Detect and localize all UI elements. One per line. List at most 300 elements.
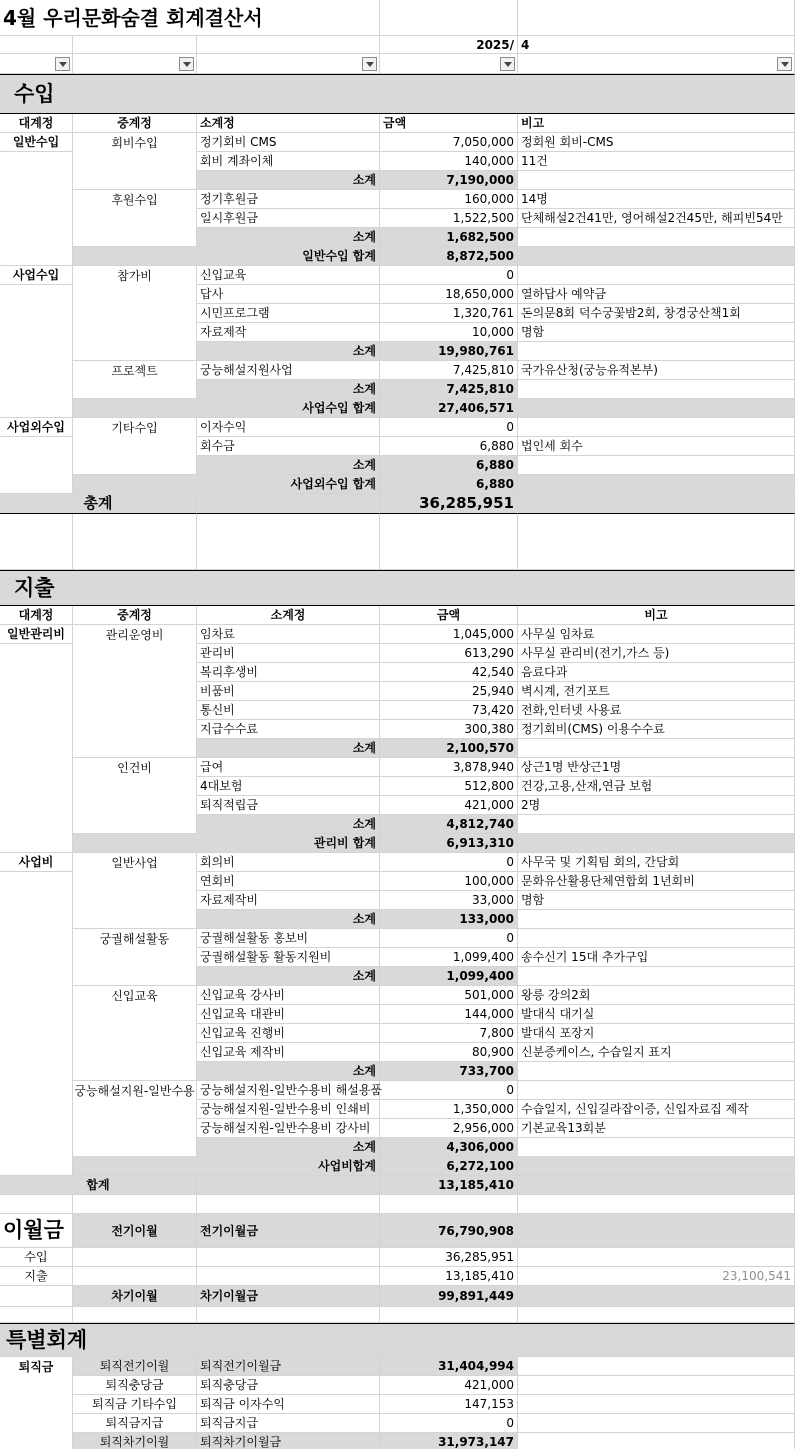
item-account-cell: 시민프로그램	[197, 304, 380, 323]
subtotal-value: 4,306,000	[380, 1138, 518, 1157]
data-row	[0, 133, 795, 152]
main-account-cell	[0, 929, 73, 948]
sub-account-cell	[73, 171, 197, 190]
data-row	[0, 682, 795, 701]
sub-account-cell	[73, 456, 197, 475]
sub-account-cell: 퇴직금 기타수입	[73, 1395, 197, 1414]
carryover-heading: 이월금	[0, 1214, 73, 1248]
group-total-row	[0, 475, 795, 494]
filter-header-cell[interactable]	[380, 54, 518, 74]
item-account-cell: 회의비	[197, 853, 380, 872]
empty-cell	[380, 514, 518, 570]
sub-account-cell: 궁능해설지원-일반수용	[73, 1081, 197, 1100]
subtotal-value: 6,880	[380, 456, 518, 475]
amount-cell: 18,650,000	[380, 285, 518, 304]
main-account-cell	[0, 1376, 73, 1395]
note-cell	[518, 1376, 795, 1395]
subtotal-row	[0, 739, 795, 758]
note-cell: 사무실 관리비(전기,가스 등)	[518, 644, 795, 663]
carryover-last-row	[0, 1286, 795, 1307]
note-cell: 정회원 회비-CMS	[518, 133, 795, 152]
amount-cell: 0	[380, 1414, 518, 1433]
main-account-cell	[0, 1414, 73, 1433]
main-account-cell	[0, 1138, 73, 1157]
note-cell	[518, 910, 795, 929]
amount-cell: 36,285,951	[380, 1248, 518, 1267]
note-cell: 정기회비(CMS) 이용수수료	[518, 720, 795, 739]
sub-account-cell	[73, 1119, 197, 1138]
main-account-cell	[0, 1005, 73, 1024]
amount-cell: 144,000	[380, 1005, 518, 1024]
note-cell: 명함	[518, 323, 795, 342]
amount-cell: 512,800	[380, 777, 518, 796]
note-cell: 전화,인터넷 사용료	[518, 701, 795, 720]
sub-account-cell	[73, 663, 197, 682]
subtotal-label: 소계	[197, 739, 380, 758]
main-account-cell	[0, 739, 73, 758]
item-account-cell: 관리비	[197, 644, 380, 663]
note-cell	[518, 342, 795, 361]
note-cell: 국가유산청(궁능유적본부)	[518, 361, 795, 380]
main-account-cell: 사업수입	[0, 266, 73, 285]
item-account-cell: 통신비	[197, 701, 380, 720]
data-row	[0, 853, 795, 872]
note-cell	[518, 171, 795, 190]
amount-cell: 1,350,000	[380, 1100, 518, 1119]
note-cell: 14명	[518, 190, 795, 209]
empty-cell	[0, 514, 73, 570]
main-account-cell	[0, 872, 73, 891]
note-cell	[518, 1395, 795, 1414]
note-cell	[518, 1062, 795, 1081]
sub-account-cell: 퇴직전기이월	[73, 1357, 197, 1376]
sub-account-cell: 회비수입	[73, 133, 197, 152]
sub-account-cell: 관리운영비	[73, 625, 197, 644]
main-account-cell	[0, 796, 73, 815]
data-row	[0, 1024, 795, 1043]
income-total-value: 36,285,951	[380, 494, 518, 514]
data-row	[0, 418, 795, 437]
amount-cell: 1,320,761	[380, 304, 518, 323]
data-row	[0, 777, 795, 796]
amount-cell: 0	[380, 853, 518, 872]
amount-cell: 0	[380, 929, 518, 948]
item-account-cell: 차기이월금	[197, 1286, 380, 1307]
empty-cell	[197, 36, 380, 54]
empty-cell	[0, 36, 73, 54]
group-total-value: 6,913,310	[380, 834, 518, 853]
note-cell	[518, 399, 795, 418]
empty-cell	[73, 1195, 197, 1214]
item-account-cell: 이자수익	[197, 418, 380, 437]
main-account-cell	[0, 209, 73, 228]
blank-row	[0, 514, 795, 570]
note-cell	[518, 475, 795, 494]
item-account-cell: 퇴직금지급	[197, 1414, 380, 1433]
sub-account-cell: 퇴직차기이월	[73, 1433, 197, 1449]
filter-header-cell[interactable]	[73, 54, 197, 74]
income-column-header-row	[0, 114, 795, 133]
data-row	[0, 644, 795, 663]
sub-account-cell: 후원수입	[73, 190, 197, 209]
item-account-cell	[197, 1267, 380, 1286]
main-account-cell	[0, 1024, 73, 1043]
note-cell	[518, 1414, 795, 1433]
item-account-cell: 연회비	[197, 872, 380, 891]
expense-column-header-row	[0, 606, 795, 625]
subtotal-value: 133,000	[380, 910, 518, 929]
sub-account-cell	[73, 1138, 197, 1157]
note-cell	[518, 418, 795, 437]
empty-cell	[197, 1195, 380, 1214]
item-account-cell: 신입교육 강사비	[197, 986, 380, 1005]
item-account-cell: 퇴직전기이월금	[197, 1357, 380, 1376]
empty-cell	[197, 1307, 380, 1323]
note-cell: 신분증케이스, 수습일지 표지	[518, 1043, 795, 1062]
sub-account-cell: 참가비	[73, 266, 197, 285]
item-account-cell: 궁궐해설활동 홍보비	[197, 929, 380, 948]
note-cell	[518, 739, 795, 758]
filter-dropdown-icon[interactable]	[55, 57, 70, 71]
data-row	[0, 796, 795, 815]
amount-cell: 99,891,449	[380, 1286, 518, 1307]
subtotal-row	[0, 228, 795, 247]
main-account-cell	[0, 475, 73, 494]
subtotal-value: 7,425,810	[380, 380, 518, 399]
special-row	[0, 1433, 795, 1449]
data-row	[0, 929, 795, 948]
subtotal-label: 소계	[197, 171, 380, 190]
amount-cell: 7,800	[380, 1024, 518, 1043]
sub-account-cell	[73, 815, 197, 834]
group-total-row	[0, 834, 795, 853]
sub-account-cell	[73, 285, 197, 304]
amount-cell: 42,540	[380, 663, 518, 682]
data-row	[0, 720, 795, 739]
filter-row	[0, 54, 795, 74]
expense-total-label: 합계	[0, 1176, 197, 1195]
empty-cell	[518, 1307, 795, 1323]
filter-dropdown-icon[interactable]	[777, 57, 792, 71]
main-account-cell	[0, 228, 73, 247]
filter-dropdown-icon[interactable]	[179, 57, 194, 71]
empty-cell	[518, 494, 795, 514]
note-cell	[518, 380, 795, 399]
note-cell	[518, 929, 795, 948]
item-account-cell: 정기회비 CMS	[197, 133, 380, 152]
item-account-cell: 퇴직충당금	[197, 1376, 380, 1395]
item-account-cell: 답사	[197, 285, 380, 304]
note-cell: 돈의문8회 덕수궁꽃밤2회, 창경궁산책1회	[518, 304, 795, 323]
main-account-cell	[0, 304, 73, 323]
sub-account-cell	[73, 1005, 197, 1024]
amount-cell: 80,900	[380, 1043, 518, 1062]
main-account-cell	[0, 247, 73, 266]
special-heading-row	[0, 1323, 795, 1357]
item-account-cell: 궁궐해설활동 활동지원비	[197, 948, 380, 967]
sub-account-cell	[73, 777, 197, 796]
subtotal-row	[0, 967, 795, 986]
item-account-cell: 임차료	[197, 625, 380, 644]
income-total-label: 총계	[0, 494, 197, 514]
expense-total-value: 13,185,410	[380, 1176, 518, 1195]
data-row	[0, 209, 795, 228]
subtotal-label: 소계	[197, 967, 380, 986]
sub-account-cell	[73, 967, 197, 986]
amount-cell: 0	[380, 1081, 518, 1100]
item-account-cell: 신입교육 제작비	[197, 1043, 380, 1062]
note-cell	[518, 967, 795, 986]
subtotal-value: 733,700	[380, 1062, 518, 1081]
subtotal-value: 2,100,570	[380, 739, 518, 758]
column-header: 소계정	[197, 606, 380, 625]
main-account-cell	[0, 834, 73, 853]
group-total-value: 6,880	[380, 475, 518, 494]
subtotal-row	[0, 171, 795, 190]
special-heading: 특별회계	[0, 1323, 795, 1357]
sub-account-cell	[73, 739, 197, 758]
column-header: 금액	[380, 606, 518, 625]
group-total-label: 관리비 합계	[73, 834, 380, 853]
amount-cell: 6,880	[380, 437, 518, 456]
filter-header-cell[interactable]	[0, 54, 73, 74]
group-total-value: 27,406,571	[380, 399, 518, 418]
sub-account-cell	[73, 1100, 197, 1119]
item-account-cell	[197, 1248, 380, 1267]
subtotal-row	[0, 815, 795, 834]
main-account-cell	[0, 1433, 73, 1449]
amount-cell: 147,153	[380, 1395, 518, 1414]
data-row	[0, 701, 795, 720]
sub-account-cell	[73, 948, 197, 967]
empty-cell	[197, 494, 380, 514]
main-account-cell	[0, 891, 73, 910]
note-cell	[518, 247, 795, 266]
year-cell: 2025/	[380, 36, 518, 54]
data-row	[0, 190, 795, 209]
sub-account-cell: 퇴직금지급	[73, 1414, 197, 1433]
item-account-cell: 지급수수료	[197, 720, 380, 739]
data-row	[0, 323, 795, 342]
item-account-cell: 궁능해설지원-일반수용비 해설용품	[197, 1081, 380, 1100]
item-account-cell: 퇴직차기이월금	[197, 1433, 380, 1449]
amount-cell: 421,000	[380, 1376, 518, 1395]
data-row	[0, 1005, 795, 1024]
group-total-value: 6,272,100	[380, 1157, 518, 1176]
column-header: 소계정	[197, 114, 380, 133]
group-total-label: 사업비합계	[73, 1157, 380, 1176]
main-account-cell	[0, 967, 73, 986]
main-account-cell	[0, 1081, 73, 1100]
group-total-label: 사업외수입 합계	[73, 475, 380, 494]
amount-cell: 613,290	[380, 644, 518, 663]
main-account-cell	[0, 948, 73, 967]
amount-cell: 7,425,810	[380, 361, 518, 380]
main-account-cell	[0, 323, 73, 342]
item-account-cell: 회수금	[197, 437, 380, 456]
note-cell: 사무실 임차료	[518, 625, 795, 644]
sub-account-cell: 전기이월	[73, 1214, 197, 1248]
item-account-cell: 자료제작	[197, 323, 380, 342]
sub-account-cell	[73, 644, 197, 663]
group-total-value: 8,872,500	[380, 247, 518, 266]
data-row	[0, 152, 795, 171]
data-row	[0, 361, 795, 380]
column-header: 대계정	[0, 606, 73, 625]
subtotal-value: 7,190,000	[380, 171, 518, 190]
filter-header-cell[interactable]	[197, 54, 380, 74]
sub-account-cell	[73, 1248, 197, 1267]
main-account-cell	[0, 644, 73, 663]
main-account-cell	[0, 663, 73, 682]
income-total-row	[0, 494, 795, 514]
item-account-cell: 회비 계좌이체	[197, 152, 380, 171]
main-account-cell	[0, 342, 73, 361]
sub-account-cell	[73, 1062, 197, 1081]
empty-cell	[518, 1176, 795, 1195]
income-heading-row	[0, 74, 795, 114]
note-cell: 사무국 및 기획팀 회의, 간담회	[518, 853, 795, 872]
sub-account-cell	[73, 152, 197, 171]
sub-account-cell	[73, 304, 197, 323]
column-header: 중계정	[73, 114, 197, 133]
subtotal-value: 4,812,740	[380, 815, 518, 834]
item-account-cell: 신입교육	[197, 266, 380, 285]
month-cell: 4	[518, 36, 795, 54]
sub-account-cell	[73, 323, 197, 342]
note-cell	[518, 1138, 795, 1157]
main-account-cell	[0, 815, 73, 834]
main-account-cell	[0, 720, 73, 739]
note-cell: 단체해설2건41만, 영어해설2건45만, 해피빈54만	[518, 209, 795, 228]
sub-account-cell: 기타수입	[73, 418, 197, 437]
main-account-cell	[0, 1100, 73, 1119]
sub-account-cell: 퇴직충당금	[73, 1376, 197, 1395]
amount-cell: 73,420	[380, 701, 518, 720]
title-row	[0, 0, 795, 36]
note-cell	[518, 834, 795, 853]
column-header: 금액	[380, 114, 518, 133]
empty-cell	[0, 1195, 73, 1214]
column-header: 중계정	[73, 606, 197, 625]
item-account-cell: 정기후원금	[197, 190, 380, 209]
filter-header-cell[interactable]	[518, 54, 795, 74]
sub-account-cell: 프로젝트	[73, 361, 197, 380]
sub-account-cell	[73, 682, 197, 701]
note-cell: 발대식 대기실	[518, 1005, 795, 1024]
data-row	[0, 1100, 795, 1119]
data-row	[0, 1081, 795, 1100]
note-cell: 송수신기 15대 추가구입	[518, 948, 795, 967]
item-account-cell: 전기이월금	[197, 1214, 380, 1248]
main-account-cell	[0, 1043, 73, 1062]
subtotal-label: 소계	[197, 1138, 380, 1157]
subtotal-value: 1,682,500	[380, 228, 518, 247]
main-account-cell	[0, 171, 73, 190]
data-row	[0, 437, 795, 456]
data-row	[0, 304, 795, 323]
item-account-cell: 신입교육 대관비	[197, 1005, 380, 1024]
main-account-cell	[0, 1286, 73, 1307]
column-header: 대계정	[0, 114, 73, 133]
expense-heading-row	[0, 570, 795, 606]
note-cell	[518, 1433, 795, 1449]
data-row	[0, 891, 795, 910]
item-account-cell: 퇴직금 이자수익	[197, 1395, 380, 1414]
subtotal-row	[0, 380, 795, 399]
subtotal-label: 소계	[197, 456, 380, 475]
subtotal-row	[0, 342, 795, 361]
amount-cell: 160,000	[380, 190, 518, 209]
empty-cell	[518, 0, 795, 36]
carryover-first-row	[0, 1214, 795, 1248]
data-row	[0, 1043, 795, 1062]
amount-cell: 3,878,940	[380, 758, 518, 777]
filter-dropdown-icon[interactable]	[500, 57, 515, 71]
note-cell: 법인세 회수	[518, 437, 795, 456]
note-cell: 건강,고용,산재,연금 보험	[518, 777, 795, 796]
amount-cell: 31,404,994	[380, 1357, 518, 1376]
amount-cell: 300,380	[380, 720, 518, 739]
sub-account-cell: 차기이월	[73, 1286, 197, 1307]
note-cell: 23,100,541	[518, 1267, 795, 1286]
sub-account-cell	[73, 228, 197, 247]
note-cell: 기본교육13회분	[518, 1119, 795, 1138]
note-cell: 왕릉 강의2회	[518, 986, 795, 1005]
blank-row	[0, 1307, 795, 1323]
column-header: 비고	[518, 114, 795, 133]
sub-account-cell	[73, 701, 197, 720]
sub-account-cell	[73, 891, 197, 910]
empty-cell	[73, 514, 197, 570]
filter-dropdown-icon[interactable]	[362, 57, 377, 71]
empty-cell	[0, 1307, 73, 1323]
data-row	[0, 285, 795, 304]
amount-cell: 25,940	[380, 682, 518, 701]
main-account-cell	[0, 758, 73, 777]
data-row	[0, 625, 795, 644]
note-cell: 11건	[518, 152, 795, 171]
data-row	[0, 948, 795, 967]
empty-cell	[518, 1195, 795, 1214]
sub-account-cell: 궁궐해설활동	[73, 929, 197, 948]
note-cell: 음료다과	[518, 663, 795, 682]
special-row	[0, 1376, 795, 1395]
carryover-row	[0, 1267, 795, 1286]
empty-cell	[197, 1176, 380, 1195]
amount-cell: 2,956,000	[380, 1119, 518, 1138]
amount-cell: 33,000	[380, 891, 518, 910]
subtotal-label: 소계	[197, 815, 380, 834]
item-account-cell: 궁능해설지원-일반수용비 강사비	[197, 1119, 380, 1138]
item-account-cell: 궁능해설지원-일반수용비 인쇄비	[197, 1100, 380, 1119]
note-cell	[518, 228, 795, 247]
subtotal-row	[0, 1138, 795, 1157]
expense-heading: 지출	[0, 570, 795, 606]
note-cell	[518, 1157, 795, 1176]
item-account-cell: 퇴직적립금	[197, 796, 380, 815]
main-account-cell	[0, 682, 73, 701]
special-row	[0, 1395, 795, 1414]
amount-cell: 0	[380, 266, 518, 285]
amount-cell: 1,522,500	[380, 209, 518, 228]
item-account-cell: 비품비	[197, 682, 380, 701]
data-row	[0, 758, 795, 777]
item-account-cell: 복리후생비	[197, 663, 380, 682]
sub-account-cell: 신입교육	[73, 986, 197, 1005]
sub-account-cell	[73, 209, 197, 228]
subtotal-label: 소계	[197, 910, 380, 929]
